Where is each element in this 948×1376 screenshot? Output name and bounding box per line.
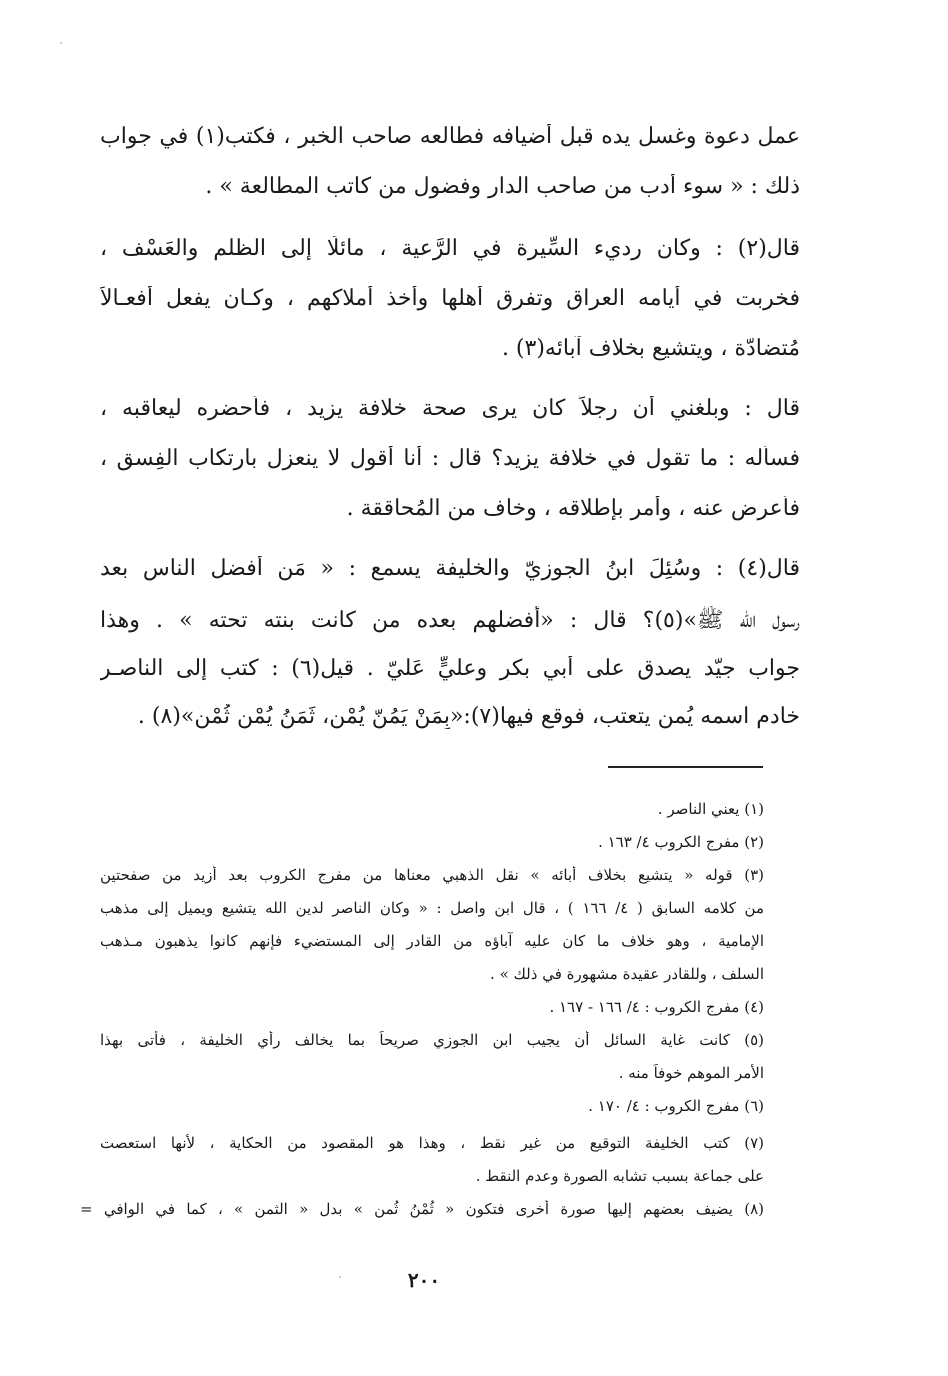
main-line: فأعرض عنه ، وأمر بإطلاقه ، وخاف من المُحاققة . [346, 496, 800, 521]
footnote: من كلامه السابق ( ٤/ ١٦٦ ) ، قال ابن واصل : « وكان الناصر لدين الله يتشيع ويميل إلى مذهب [100, 899, 764, 917]
footnote-separator [608, 766, 763, 768]
footnote: الأمر الموهم خوفاً منه . [618, 1064, 764, 1082]
footnote: (١) يعني الناصر . [657, 800, 764, 818]
footnote: (٦) مفرج الكروب : ٤/ ١٧٠ . [588, 1097, 764, 1115]
main-line: رسول الله ﷺ»(٥)؟ قال : «أفضلهم بعده من كانت بنته تحته » . وهذا [100, 608, 800, 633]
main-line: خادم اسمه يُمن يتعتب، فوقع فيها(٧):«بِمَنْ يَمُنّ يُمْن، ثَمَنُ يُمْنٍ ثُمْن»(٨) . [137, 704, 800, 729]
main-line: فسأله : ما تقول في خلافة يزيد؟ قال : أنا أقول لا ينعزل بارتكاب الفِسق ، [100, 446, 800, 471]
footnote: الإمامية ، وهو خلاف ما كان عليه آباؤه من القادر إلى المستضيء فإنهم كانوا يذهبون مـذهب [100, 932, 764, 950]
footnote: (٤) مفرج الكروب : ٤/ ١٦٦ - ١٦٧ . [549, 998, 764, 1016]
main-line: عمل دعوة وغسل يده قبل أضيافه فطالعه صاحب الخبر ، فكتب(١) في جواب [100, 124, 800, 149]
page-number: ٢٠٠ [407, 1268, 441, 1292]
footnote: (٧) كتب الخليفة التوقيع من غير نقط ، وهذا هو المقصود من الحكاية ، لأنها استعصت [100, 1134, 764, 1152]
footnote: على جماعة بسبب تشابه الصورة وعدم النقط . [475, 1167, 764, 1185]
main-line: ذلك : « سوء أدب من صاحب الدار وفضول من كاتب المطالعة » . [205, 174, 800, 199]
main-line: قال(٤) : وسُئِلَ ابنُ الجوزيّ والخليفة يسمع : « مَن أفضل الناس بعد [100, 556, 800, 581]
main-line: قال : وبلغني أن رجلاً كان يرى صحة خلافة يزيد ، فأحضره ليعاقبه ، [100, 396, 800, 421]
footnote: السلف ، وللقادر عقيدة مشهورة في ذلك » . [490, 965, 764, 983]
main-line: فخربت في أيامه العراق وتفرق أهلها وأخذ أملاكهم ، وكـان يفعل أفعـالاً [100, 286, 800, 311]
footnote: (٥) كانت غاية السائل أن يجيب ابن الجوزي صريحاً بما يخالف رأي الخليفة ، فأتى بهذا [100, 1031, 764, 1049]
scan-speck [60, 42, 62, 44]
main-line: جواب جيّد يصدق على أبي بكرٍ وعليٍّ عَليّ . قيل(٦) : كتب إلى الناصـر [100, 656, 800, 681]
main-line: مُتضادّة ، ويتشيع بخلاف آبائه(٣) . [501, 336, 800, 361]
main-line: قال(٢) : وكان رديء السِّيرة في الرَّعية ، مائلًا إلى الظلم والعَسْف ، [100, 236, 800, 261]
scan-speck [339, 1276, 341, 1278]
footnote: (٨) يضيف بعضهم إليها صورة أخرى فتكون « ثُمْنُ ثُمنٍ » بدل « الثمن » ، كما في الوافي = [80, 1200, 764, 1218]
footnote: (٢) مفرج الكروب ٤/ ١٦٣ . [598, 833, 764, 851]
footnote: (٣) قوله « يتشيع بخلاف أبائه » نقل الذهبي معناها من مفرج الكروب بعد أزيد من صفحتين [100, 866, 764, 884]
